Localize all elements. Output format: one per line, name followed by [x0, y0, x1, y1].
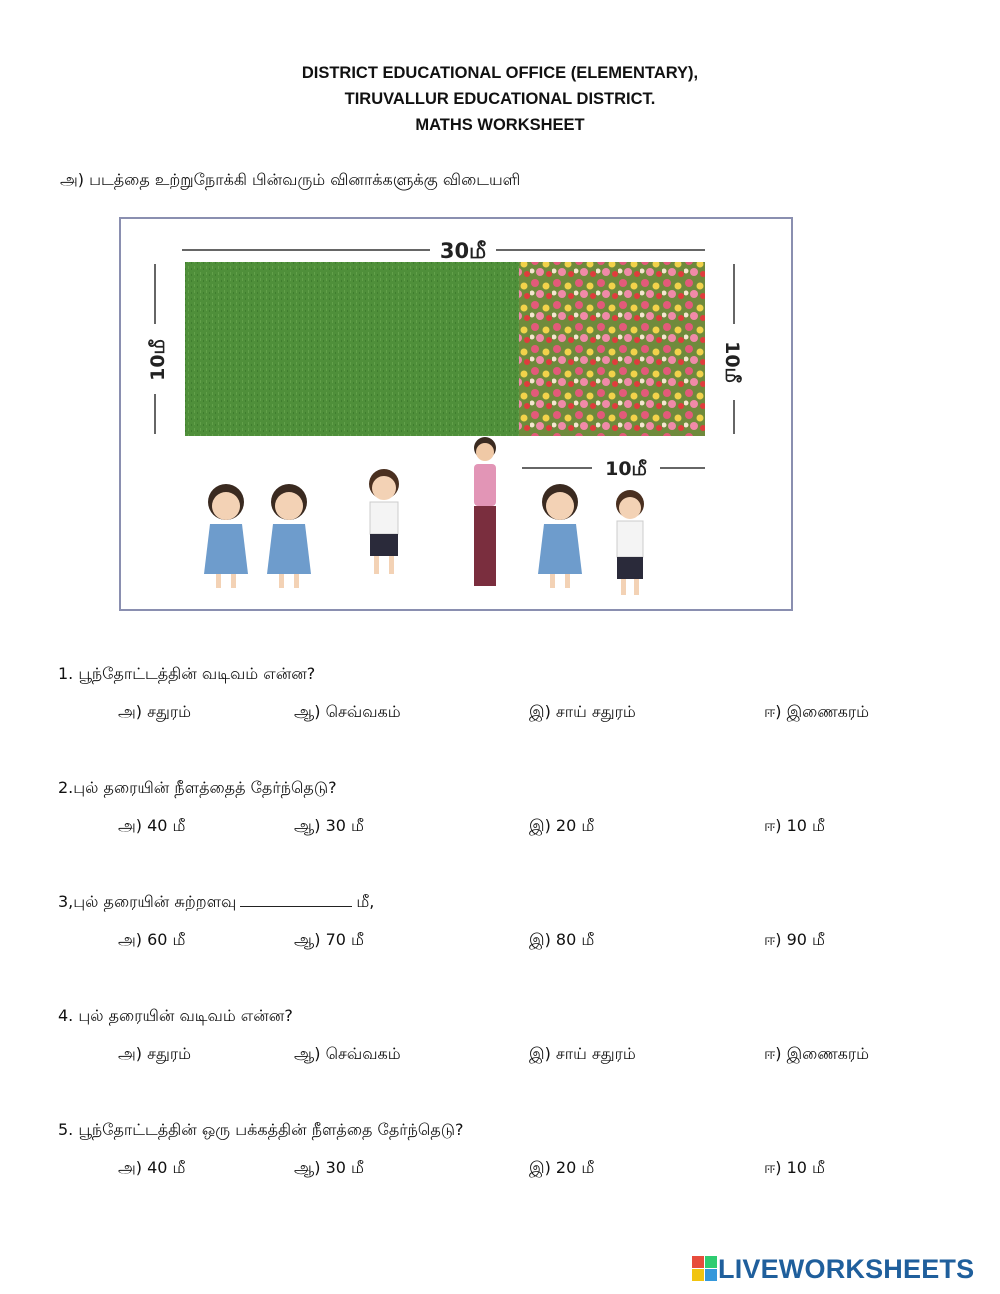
q1-option-d[interactable]: ஈ) இணைகரம்: [764, 702, 870, 721]
liveworksheets-brand: LIVEWORKSHEETS: [718, 1253, 975, 1284]
q2-option-c[interactable]: இ) 20 மீ: [529, 816, 595, 835]
garden-figure: [112, 212, 818, 618]
header-line-3: MATHS WORKSHEET: [415, 116, 585, 134]
q4-option-b[interactable]: ஆ) செவ்வகம்: [294, 1044, 401, 1063]
q1-option-b[interactable]: ஆ) செவ்வகம்: [294, 702, 401, 721]
q4-option-c[interactable]: இ) சாய் சதுரம்: [529, 1044, 636, 1063]
right-dimension-label: 10மீ: [721, 341, 743, 383]
liveworksheets-logo-icon: [692, 1256, 718, 1282]
question-3-unit: மீ,: [356, 892, 375, 911]
q2-option-b[interactable]: ஆ) 30 மீ: [294, 816, 364, 835]
girl-figure-3: [538, 484, 582, 588]
question-5: 5. பூந்தோட்டத்தின் ஒரு பக்கத்தின் நீளத்தை தேர்ந்தெடு?: [58, 1120, 464, 1139]
q3-option-c[interactable]: இ) 80 மீ: [529, 930, 595, 949]
question-3-text: 3,புல் தரையின் சுற்றளவு: [58, 892, 237, 911]
question-4: 4. புல் தரையின் வடிவம் என்ன?: [58, 1006, 293, 1025]
q5-option-c[interactable]: இ) 20 மீ: [529, 1158, 595, 1177]
girl-figure-1: [204, 484, 248, 588]
header-line-1: DISTRICT EDUCATIONAL OFFICE (ELEMENTARY),: [301, 64, 699, 82]
q5-option-d[interactable]: ஈ) 10 மீ: [764, 1158, 825, 1177]
question-2: 2.புல் தரையின் நீளத்தைத் தேர்ந்தெடு?: [58, 778, 337, 797]
answer-blank[interactable]: [240, 892, 352, 907]
grass-area: [185, 262, 519, 436]
bottom-dimension-label: 10மீ: [605, 458, 647, 480]
q3-option-b[interactable]: ஆ) 70 மீ: [294, 930, 364, 949]
girl-figure-2: [267, 484, 311, 588]
q3-option-a[interactable]: அ) 60 மீ: [118, 930, 186, 949]
q2-option-d[interactable]: ஈ) 10 மீ: [764, 816, 825, 835]
q5-option-b[interactable]: ஆ) 30 மீ: [294, 1158, 364, 1177]
flower-area: [519, 262, 705, 436]
header-line-2: TIRUVALLUR EDUCATIONAL DISTRICT.: [344, 90, 656, 108]
q4-option-d[interactable]: ஈ) இணைகரம்: [764, 1044, 870, 1063]
instruction-text: அ) படத்தை உற்றுநோக்கி பின்வரும் வினாக்களுக்கு விடையளி: [60, 170, 521, 189]
worksheet-header: [0, 60, 1000, 138]
q3-option-d[interactable]: ஈ) 90 மீ: [764, 930, 825, 949]
q2-option-a[interactable]: அ) 40 மீ: [118, 816, 186, 835]
question-1: 1. பூந்தோட்டத்தின் வடிவம் என்ன?: [58, 664, 316, 683]
q1-option-c[interactable]: இ) சாய் சதுரம்: [529, 702, 636, 721]
question-3: [58, 892, 374, 913]
q1-option-a[interactable]: அ) சதுரம்: [118, 702, 191, 721]
left-dimension-label: 10மீ: [147, 339, 169, 381]
liveworksheets-logo: [692, 1252, 974, 1286]
q5-option-a[interactable]: அ) 40 மீ: [118, 1158, 186, 1177]
q4-option-a[interactable]: அ) சதுரம்: [118, 1044, 191, 1063]
top-dimension-label: 30மீ: [439, 239, 487, 263]
